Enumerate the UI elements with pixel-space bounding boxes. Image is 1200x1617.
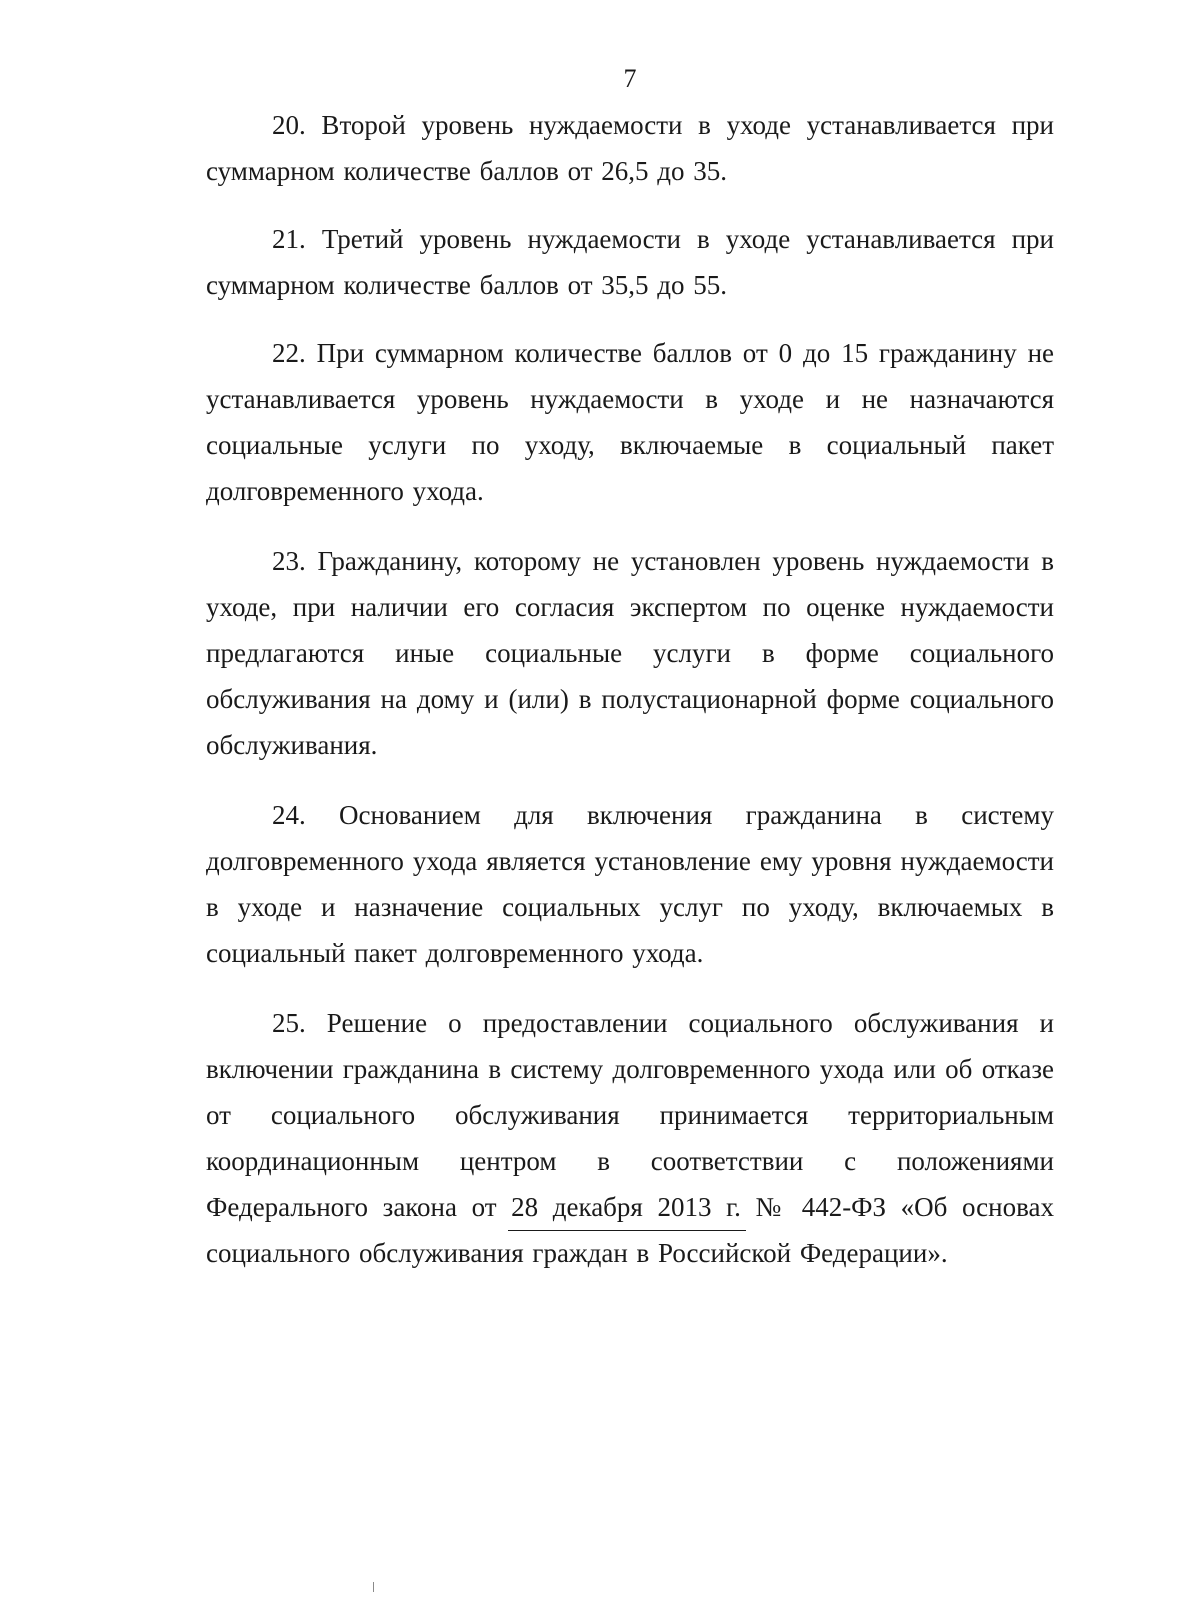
document-body [206,102,1054,1300]
paragraph-21: 21. Третий уровень нуждаемости в уходе устанавливается при суммарном количестве баллов от 35,5 до 55. [206,224,1054,300]
paragraph-25: 25. Решение о предоставлении социального обслуживания и включении гражданина в систему долговременного ухода или об отказе от социального обслуживания принимается территориальным координационным центром в соответствии с положениями Федерального закона от 28 декабря 2013 г. № 442-ФЗ «Об основах социального обслуживания граждан в Российской Федерации». [206,1008,1054,1268]
paragraph-24: 24. Основанием для включения гражданина в систему долговременного ухода является установление ему уровня нуждаемости в уходе и назначение социальных услуг по уходу, включаемых в социальный пакет долговременного ухода. [206,800,1054,968]
paragraph-20: 20. Второй уровень нуждаемости в уходе устанавливается при суммарном количестве баллов от 26,5 до 35. [206,110,1054,186]
paragraph-22: 22. При суммарном количестве баллов от 0 до 15 гражданину не устанавливается уровень нуждаемости в уходе и не назначаются социальные услуги по уходу, включаемые в социальный пакет долговременного ухода. [206,338,1054,506]
page-number: 7 [623,64,637,93]
paragraph-23: 23. Гражданину, которому не установлен уровень нуждаемости в уходе, при наличии его согласия экспертом по оценке нуждаемости предлагаются иные социальные услуги в форме социального обслуживания на дому и (или) в полустационарной форме социального обслуживания. [206,546,1054,760]
end-of-document-rule [508,1230,746,1231]
scan-artifact [373,1582,374,1592]
